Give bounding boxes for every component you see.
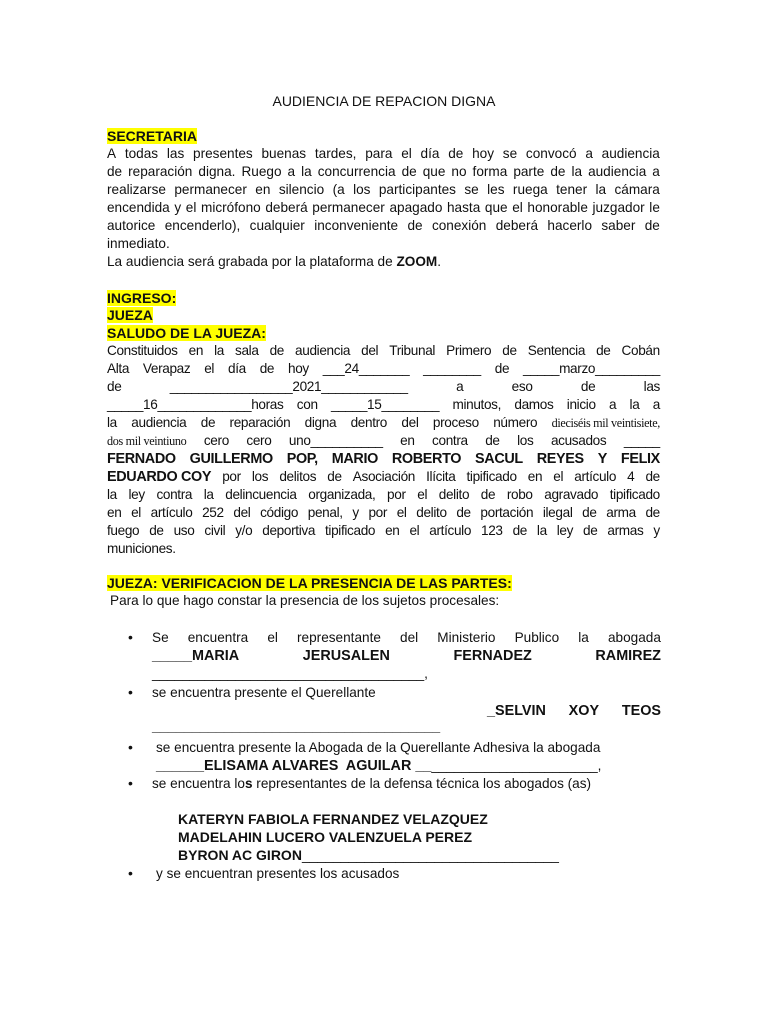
word: de [259,361,275,376]
word: 123 [480,523,503,538]
word: se [464,182,479,197]
word: del [233,505,251,520]
text-line [107,342,660,360]
word: a [652,397,660,412]
word: MARIO [331,451,378,467]
word: por [387,487,406,502]
word: de [327,469,342,484]
word: digna. [198,164,236,179]
word: silencio [278,182,325,197]
word: a [652,164,660,179]
word: sala [235,343,259,358]
text-line [107,468,660,486]
word: de [401,164,417,179]
text-line [152,684,661,702]
word: audiencia [601,146,660,161]
word: artículo [150,505,193,520]
jueza-heading [107,306,153,324]
word: de [149,523,164,538]
word: Primero [446,343,492,358]
text-line [107,486,660,504]
word: en [527,469,543,484]
word: la [536,523,547,538]
word: se [502,146,518,161]
word: acusados [550,433,607,448]
word: de [582,505,597,520]
word: honorable [527,200,588,215]
word: robo [506,487,533,502]
zoom-line [107,253,660,271]
word: de [494,361,510,376]
text-line [107,235,660,253]
word: el [267,630,278,645]
word: concurrencia [317,164,396,179]
word: cualquier [249,218,305,233]
word: conexión [431,218,487,233]
bullet-querellante-adhesiva [156,739,665,775]
word: Ilícita [426,469,456,484]
word: por [368,505,388,520]
zoom-bold: ZOOM [396,254,438,269]
word: los [353,182,371,197]
verificacion-intro: Para lo que hago constar la presencia de los sujetos procesales: [110,593,500,608]
word: de [107,164,123,179]
jueza-heading-text: JUEZA [107,307,153,323]
word: FERNADO [107,451,176,467]
word: organizada, [308,487,376,502]
word: el [512,200,523,215]
word: el [409,523,420,538]
bullet-acusados [156,865,665,883]
word: a [585,146,593,161]
word: Ministerio [437,630,496,645]
word: la [629,397,640,412]
word: de [645,469,660,484]
word: para [365,146,393,161]
word: Sentencia [527,343,586,358]
lawyer-name: BYRON AC GIRON [178,847,302,863]
word: REYES [536,451,584,467]
word: XOY [568,703,600,719]
underline-fill: _________________________________ [301,847,559,863]
word: deberá [265,200,308,215]
word: en [107,505,122,520]
word: audiencia [131,415,187,430]
word: _____marzo_________ [523,361,660,376]
word: el [417,487,428,502]
word: hacerlo [547,218,593,233]
word: (a [332,182,345,197]
word: el [185,200,197,215]
text-line [107,522,660,540]
zoom-period: . [437,254,442,269]
word: reparación [128,164,193,179]
word: y [653,523,660,538]
text-line [107,504,660,522]
text-line [152,629,661,647]
word: de [485,433,500,448]
word: de [480,487,496,502]
word: agravado [544,487,599,502]
lawyer-list [178,810,559,864]
word: el [396,505,407,520]
word: Tribunal [389,343,436,358]
word: _SELVIN [487,703,546,719]
text-line [107,145,660,163]
word: Se [152,630,169,645]
word: de [596,343,611,358]
word: autorice [107,218,156,233]
word: los [251,469,269,484]
word: por [222,469,241,484]
word: delito [416,505,447,520]
word: en [400,433,415,448]
secretaria-paragraph [107,145,660,271]
word: encuentra [187,630,249,645]
word: los [517,433,534,448]
word: el [131,505,141,520]
word: uno__________ [288,433,383,448]
text-line [107,360,660,378]
word: a [609,397,617,412]
word: del [400,630,419,645]
word: contra [432,433,468,448]
word: cero [246,433,272,448]
word: saber [601,218,636,233]
text-line [107,432,660,450]
bullet-icon: • [128,629,133,645]
word: 4 [627,469,635,484]
word: en [255,182,271,197]
word: FERNADEZ [453,648,532,664]
secretaria-heading [107,127,197,145]
word: les [487,182,505,197]
text-line [152,720,661,734]
bullet-defensa [152,775,661,793]
text-line [107,378,660,396]
bullet-icon: • [128,739,133,755]
word: de [644,218,660,233]
word: del [361,343,379,358]
text-line [107,163,660,181]
word: tipificado [609,487,660,502]
proceso-number-part2: dos mil veintiuno [107,434,187,448]
word: 252 [202,505,224,520]
word: Publico [514,630,560,645]
word: armas [607,523,644,538]
word: el [401,146,412,161]
word: ley [128,487,145,502]
word: dentro [350,415,388,430]
word: uso [173,523,195,538]
bullet-icon: • [128,775,133,791]
word: la [595,182,607,197]
querellante-name-line [152,702,661,720]
word: RAMIREZ [595,648,661,664]
word: fuego [107,523,140,538]
word: SACUL [475,451,523,467]
text-fragment: se encuentra presente el Querellante [152,685,376,700]
bullet-icon: • [128,684,133,700]
word: la [214,343,224,358]
word: encendida [107,200,170,215]
word: de [456,505,471,520]
word: permanecer [174,182,247,197]
word: hoy [288,361,309,376]
word: JERUSALEN [302,648,390,664]
bullet-ministerio [152,629,661,683]
word: presentes [193,146,253,161]
word: deportiva [262,523,316,538]
word: a [456,379,464,394]
word: las [166,146,185,161]
text-line [156,757,665,775]
bullet-querellante [152,684,661,734]
word: día [227,361,246,376]
word: Ruego [241,164,282,179]
underline-fill: ______________________, [431,758,602,773]
text-line [156,739,665,757]
word: participantes [378,182,456,197]
word: hoy [472,146,495,161]
word: de [580,379,596,394]
word: en [385,523,400,538]
word: ruega [512,182,548,197]
word: a [287,164,296,179]
word: que [484,200,508,215]
text-line [107,181,660,199]
text-fragment: se encuentra presente la Abogada de la Querellante Adhesiva la abogada [156,740,601,755]
saludo-heading-text: SALUDO DE LA JUEZA: [107,325,266,341]
accused-name-end: EDUARDO COY [107,469,212,485]
ingreso-heading-text: INGRESO: [107,290,177,306]
word: la [203,487,214,502]
word: la [107,415,117,430]
word: proceso [432,415,479,430]
word: tardes, [314,146,357,161]
word: artículo [429,523,472,538]
text-fragment: y se encuentran presentes los acusados [156,866,400,881]
text-line [152,665,661,683]
document-title: AUDIENCIA DE REPACION DIGNA [272,93,496,109]
word: ilegal [542,505,573,520]
secretaria-heading-text: SECRETARIA [107,128,197,144]
word: de [407,218,423,233]
word: artículo [574,469,617,484]
word: eso [511,379,533,394]
saludo-heading [107,324,266,342]
querellante-name [487,702,661,720]
word: de [107,379,122,394]
word: encenderlo), [164,218,241,233]
word: ley [556,523,574,538]
word: Alta [107,361,130,376]
text-fragment: se encuentra lo [152,776,245,791]
word: inconveniente [314,218,399,233]
word: que [422,164,446,179]
word: Cobán [621,343,660,358]
word: deberá [495,218,539,233]
word: hasta [447,200,481,215]
text-line [107,540,660,558]
word: de [550,164,566,179]
word: Constituidos [107,343,178,358]
lawyer-name: KATERYN FABIOLA FERNANDEZ VELAZQUEZ [178,811,488,827]
word: convocó [525,146,577,161]
verificacion-heading [107,574,512,592]
word: buenas [261,146,307,161]
word: de [200,415,216,430]
word: abogada [607,630,661,645]
word: le [649,200,660,215]
zoom-text: La audiencia será grabada por la plataforma de [107,254,397,269]
text-line [107,396,660,414]
word: audiencia [295,343,351,358]
word: el [553,469,564,484]
lawyer-name-line [178,846,559,864]
lawyer-name: MADELAHIN LUCERO VALENZUELA PEREZ [178,829,472,845]
word: juzgador [592,200,645,215]
word: cámara [614,182,660,197]
text-line [156,865,665,883]
word: _____15________ [331,397,440,412]
word: ___24_______ [322,361,410,376]
word: del [401,415,419,430]
word: Verapaz [142,361,191,376]
word: delitos [279,469,317,484]
word: damos [514,397,554,412]
word: minutos, [452,397,502,412]
accused-line [107,450,660,468]
word: código [260,505,299,520]
word: en [188,343,204,358]
underline-fill: ____________________________________, [152,666,428,681]
word: día [420,146,440,161]
word: no [451,164,467,179]
word: arma [606,505,636,520]
word: _____16_____________horas [107,397,284,412]
text-line [107,217,660,235]
word: con [296,397,318,412]
word: de [269,343,285,358]
word: de [448,146,464,161]
word: de [583,523,598,538]
word: de [502,343,517,358]
text-line [152,775,661,793]
word: la [107,487,117,502]
text-fragment: municiones. [107,541,176,556]
ingreso-heading [107,289,176,307]
word: _____MARIA [152,648,240,664]
word: _____ [623,433,660,448]
word: inicio [566,397,596,412]
word: y/o [235,523,253,538]
word: y [352,505,359,520]
word: FELIX [620,451,660,467]
text-fragment: inmediato. [107,236,170,251]
word: de [645,505,660,520]
word: número [493,415,538,430]
word: Y [597,451,607,467]
text-line [107,414,660,432]
word: realizarse [107,182,166,197]
word: la [578,630,589,645]
word: civil [204,523,226,538]
word: y [174,200,182,215]
text-fragment-bold: s [244,776,253,791]
word: POP, [286,451,318,467]
word: la [301,164,312,179]
word: tipificado [466,469,517,484]
verificacion-heading-text: JUEZA: VERIFICACION DE LA PRESENCIA DE LAS PARTES: [107,575,512,591]
word: portación [480,505,534,520]
word: forma [472,164,508,179]
word: todas [124,146,159,161]
word: digna [304,415,337,430]
word: representante [297,630,381,645]
word: tener [556,182,588,197]
abogada-name: ______ELISAMA ALVARES AGUILAR __ [156,758,432,774]
word: audiencia [588,164,647,179]
word: la [571,164,583,179]
word: permanecer [312,200,385,215]
word: penal, [307,505,343,520]
word: Asociación [352,469,416,484]
word: las [643,379,660,394]
word: _________________2021____________ [169,379,408,394]
word: tipificado [324,523,376,538]
word: parte [513,164,545,179]
word: ________ [423,361,481,376]
word: el [204,361,215,376]
word: cero [203,433,229,448]
text-line [152,647,661,665]
text-line [107,199,660,217]
word: apagado [389,200,443,215]
word: TEOS [621,703,661,719]
word: GUILLERMO [189,451,273,467]
underline-fill: ____________________________________ [152,719,441,735]
text-fragment: representantes de la defensa técnica los abogados (as) [252,776,592,791]
word: A [107,146,117,161]
word: delito [438,487,470,502]
bullet-icon: • [128,865,133,881]
word: de [512,523,527,538]
word: micrófono [201,200,261,215]
saludo-paragraph [107,342,660,558]
word: delincuencia [225,487,297,502]
word: ROBERTO [391,451,462,467]
word: reparación [229,415,291,430]
proceso-number-part1: dieciséis mil veintisiete, [551,416,660,430]
word: contra [156,487,193,502]
